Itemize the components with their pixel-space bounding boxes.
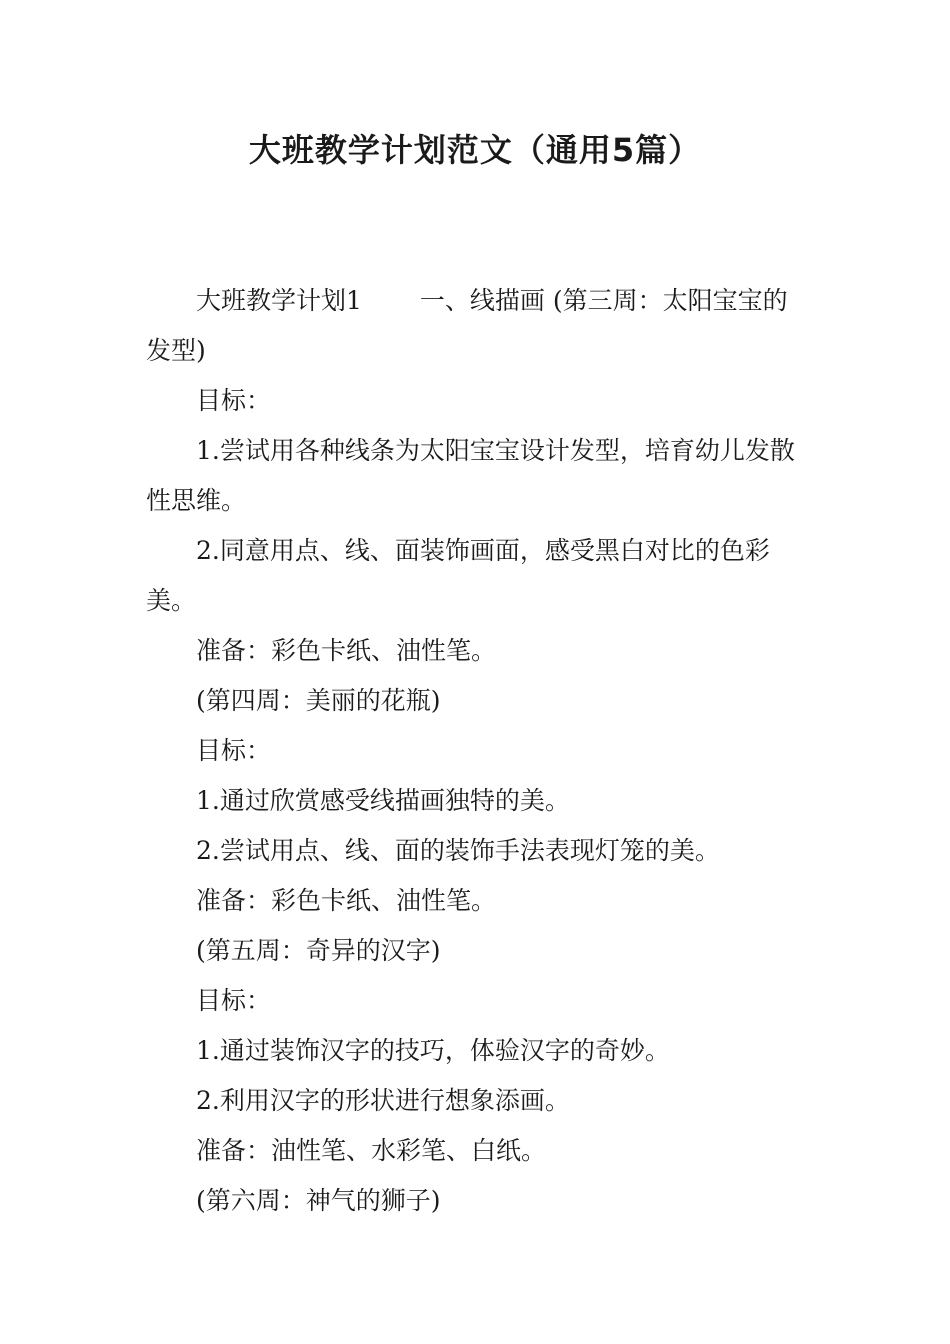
paragraph: 准备：彩色卡纸、油性笔。 [196,636,497,665]
paragraph: 2.同意用点、线、面装饰画面，感受黑白对比的色彩美。 [146,536,770,615]
paragraph: 1.通过装饰汉字的技巧，体验汉字的奇妙。 [196,1036,670,1065]
paragraph-intro [146,276,808,376]
paragraph: 准备：彩色卡纸、油性笔。 [196,886,497,915]
plan-heading: 大班教学计划1 [196,286,362,315]
paragraph: (第四周：美丽的花瓶) [196,686,441,715]
document-title: 大班教学计划范文（通用5篇） [248,131,702,169]
section-heading: 一、线描画 (第三周：太阳宝宝的发型) [146,286,788,365]
paragraph: 2.利用汉字的形状进行想象添画。 [196,1086,570,1115]
paragraph: 目标： [196,736,272,765]
paragraph: 准备：油性笔、水彩笔、白纸。 [196,1136,547,1165]
document-body [146,276,808,1226]
paragraph: (第五周：奇异的汉字) [196,936,441,965]
paragraph: 1.通过欣赏感受线描画独特的美。 [196,786,570,815]
paragraph: 目标： [196,986,272,1015]
paragraph: 目标： [196,386,272,415]
paragraph: 2.尝试用点、线、面的装饰手法表现灯笼的美。 [196,836,720,865]
paragraph: 1.尝试用各种线条为太阳宝宝设计发型，培育幼儿发散性思维。 [146,436,795,515]
paragraph: (第六周：神气的狮子) [196,1186,441,1215]
